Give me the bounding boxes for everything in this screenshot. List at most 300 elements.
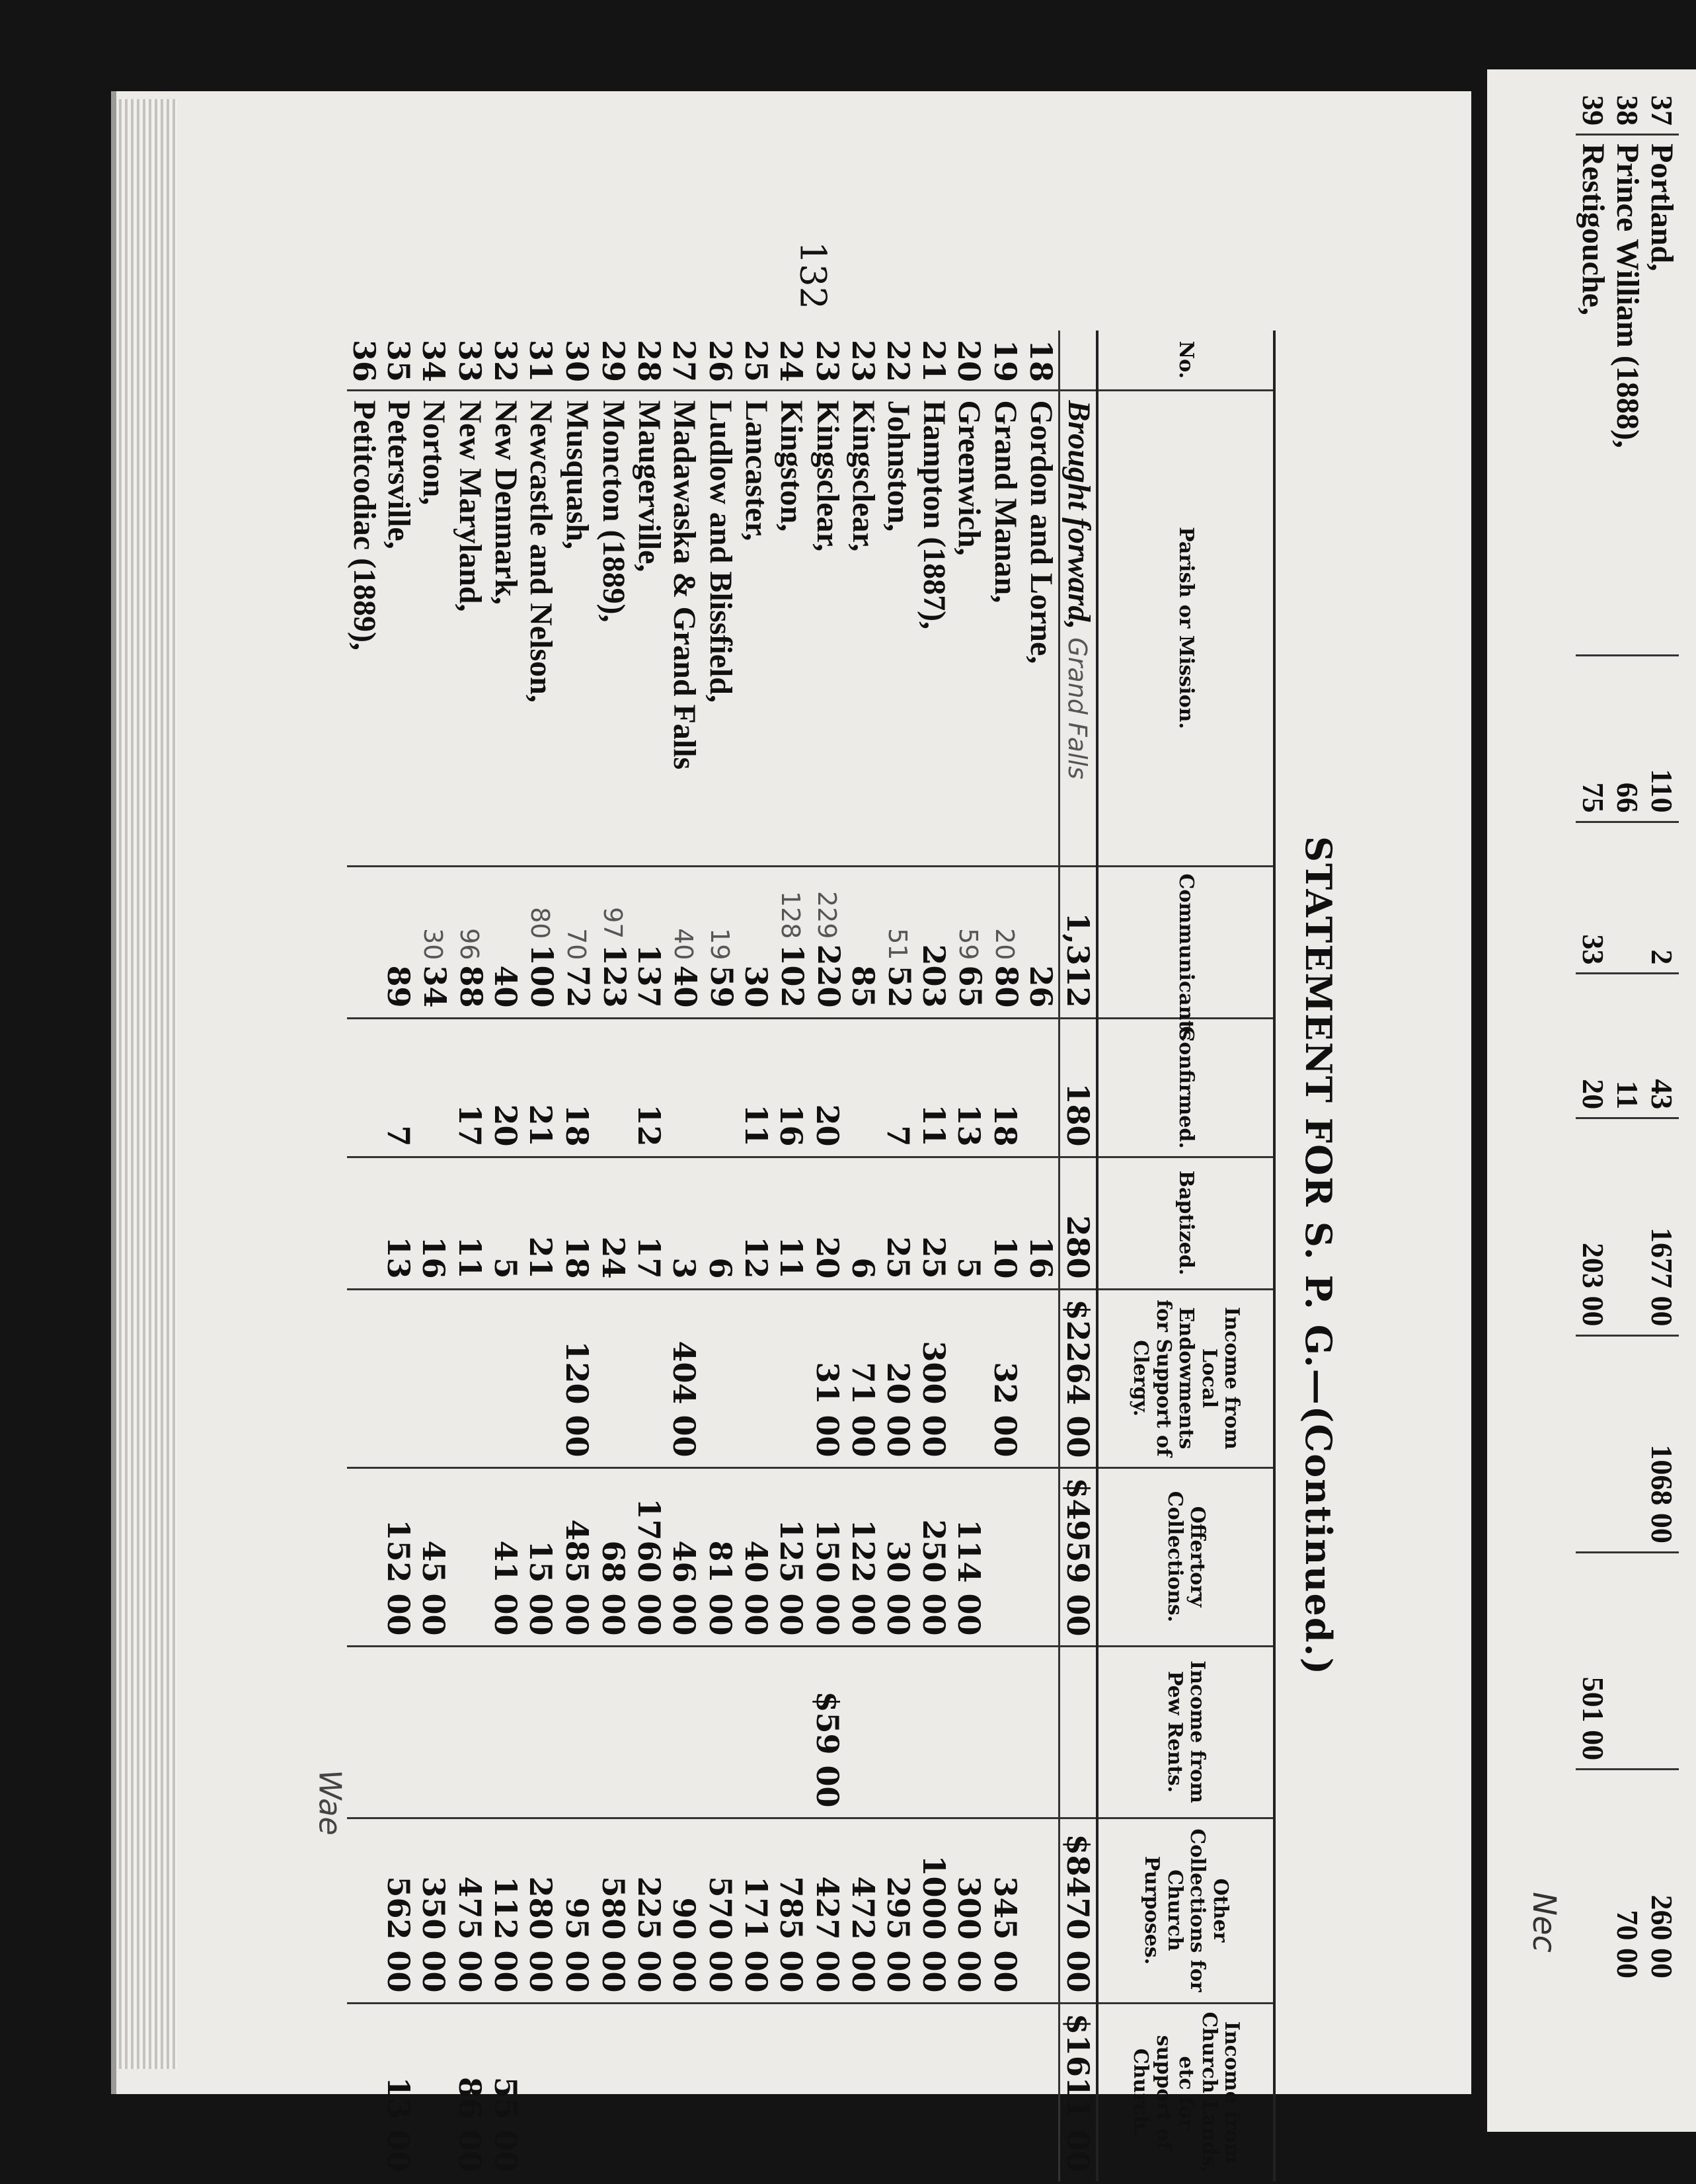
- parish-name: [452, 390, 488, 866]
- endowment-cell: [951, 1289, 987, 1467]
- col-header-other-collections: Other Collections for Church Purposes.: [1097, 1818, 1274, 2003]
- baptized-cell: 16: [1024, 1157, 1060, 1289]
- church-lands-cell: [951, 2003, 987, 2181]
- row-number: 33: [452, 340, 488, 383]
- page-edge-stack: [119, 99, 177, 2069]
- parish-name-text: Kingsclear,: [810, 400, 846, 552]
- other-collections-cell: 295 00: [880, 1818, 917, 2003]
- confirmed-cell: 21: [523, 1018, 559, 1157]
- pew-rents-cell: [739, 1646, 773, 1818]
- endowment-cell: 120 00: [559, 1289, 596, 1467]
- communicants-value: 88: [453, 965, 489, 1008]
- endowment-cell: [347, 1289, 381, 1467]
- other-collections-cell: 785 00: [773, 1818, 810, 2003]
- pew-rents-cell: [488, 1646, 523, 1818]
- pew-rents-cell: [1024, 1646, 1060, 1818]
- other-collections-cell: 475 00: [452, 1818, 488, 2003]
- confirmed-cell: 16: [773, 1018, 810, 1157]
- parish-name: [1024, 390, 1060, 866]
- communicants-cell: 40: [488, 866, 523, 1018]
- baptized-cell: 13: [381, 1157, 416, 1289]
- other-collections-cell: 345 00: [987, 1818, 1024, 2003]
- handwritten-communicants: 229: [812, 890, 841, 939]
- table-row: [596, 331, 632, 2181]
- table-row: [703, 331, 739, 2181]
- confirmed-cell: 20: [488, 1018, 523, 1157]
- communicants-value: 40: [668, 965, 703, 1008]
- endowment-cell: 20 00: [880, 1289, 917, 1467]
- offertory-cell: 30 00: [880, 1467, 917, 1646]
- offertory-cell: 203 00: [1576, 1118, 1610, 1335]
- right-page-table: [1576, 69, 1679, 1986]
- communicants-cell: 85: [846, 866, 880, 1018]
- communicants-cell: [416, 866, 452, 1018]
- forward-endowment: $2264 00: [1060, 1289, 1098, 1467]
- baptized-cell: 17: [632, 1157, 666, 1289]
- other-collections-cell: 427 00: [810, 1818, 846, 2003]
- col-header-confirmed: Confirmed.: [1097, 1018, 1274, 1157]
- table-row: [347, 331, 381, 2181]
- baptized-cell: 11: [452, 1157, 488, 1289]
- row-number: 28: [631, 340, 667, 383]
- col-header-parish: Parish or Mission.: [1097, 390, 1274, 866]
- parish-name-text: Norton,: [416, 400, 452, 506]
- row-number: 36: [346, 340, 382, 383]
- table-row: [523, 331, 559, 2181]
- offertory-cell: 15 00: [523, 1467, 559, 1646]
- church-lands-cell: 55 00: [488, 2003, 523, 2181]
- baptized-cell: 11: [773, 1157, 810, 1289]
- church-lands-cell: [416, 2003, 452, 2181]
- row-number: 32: [488, 340, 523, 383]
- col-header-communicants: Communicants: [1097, 866, 1274, 1018]
- handwritten-communicants: 59: [954, 928, 983, 960]
- pew-rents-cell: 1068 00: [1644, 1335, 1679, 1552]
- pew-rents-cell: [917, 1646, 951, 1818]
- parish-name-text: Kingston,: [774, 400, 810, 532]
- handwritten-communicants: 20: [990, 928, 1019, 960]
- parish-name: [739, 390, 773, 866]
- baptized-cell: 25: [917, 1157, 951, 1289]
- table-row: [452, 331, 488, 2181]
- church-lands-cell: [1024, 2003, 1060, 2181]
- communicants-value: 59: [704, 965, 740, 1008]
- communicants-cell: [347, 866, 381, 1018]
- other-collections-cell: 171 00: [739, 1818, 773, 2003]
- forward-other: $8470 00: [1060, 1818, 1098, 2003]
- offertory-cell: [1610, 1118, 1644, 1335]
- pew-rents-cell: [559, 1646, 596, 1818]
- col-header-pew-rents: Income from Pew Rents.: [1097, 1646, 1274, 1818]
- communicants-cell: [523, 866, 559, 1018]
- baptized-cell: 10: [987, 1157, 1024, 1289]
- row-number: 23: [810, 340, 846, 383]
- baptized-cell: 20: [810, 1157, 846, 1289]
- table-row: [987, 331, 1024, 2181]
- other-collections-cell: 472 00: [846, 1818, 880, 2003]
- parish-name: Prince William (1888),: [1610, 134, 1644, 655]
- parish-name-text: New Maryland,: [453, 400, 488, 612]
- church-lands-cell: 86 00: [452, 2003, 488, 2181]
- communicants-value: 102: [775, 944, 810, 1008]
- baptized-cell: 24: [596, 1157, 632, 1289]
- pew-rents-cell: [1610, 1335, 1644, 1552]
- endowment-cell: [596, 1289, 632, 1467]
- row-number: 26: [703, 340, 739, 383]
- other-collections-cell: [1024, 1818, 1060, 2003]
- row-number: 31: [523, 340, 559, 383]
- pew-rents-cell: [347, 1646, 381, 1818]
- pew-rents-cell: [523, 1646, 559, 1818]
- parish-name: [846, 390, 880, 866]
- parish-name-text: Petitcodiac (1889),: [347, 400, 382, 651]
- other-collections-cell: 350 00: [416, 1818, 452, 2003]
- row-number: 21: [916, 340, 952, 383]
- parish-name-text: Kingsclear,: [846, 400, 881, 552]
- pew-rents-cell: [1576, 1335, 1610, 1552]
- row-number: 24: [773, 340, 810, 383]
- table-row: [632, 331, 666, 2181]
- communicants-cell: [559, 866, 596, 1018]
- offertory-cell: 46 00: [666, 1467, 703, 1646]
- other-collections-cell: 300 00: [951, 1818, 987, 2003]
- church-lands-cell: [632, 2003, 666, 2181]
- church-lands-cell: 13 00: [381, 2003, 416, 2181]
- col-header-baptized: Baptized.: [1097, 1157, 1274, 1289]
- offertory-cell: [1024, 1467, 1060, 1646]
- parish-name: [347, 390, 381, 866]
- parish-name: [917, 390, 951, 866]
- pew-rents-cell: $59 00: [810, 1646, 846, 1818]
- confirmed-cell: [1610, 822, 1644, 974]
- row-number: 22: [880, 340, 917, 383]
- table-row: [810, 331, 846, 2181]
- parish-name-text: Maugerville,: [632, 400, 667, 572]
- brought-forward-row: [1060, 331, 1098, 2181]
- parish-name: [703, 390, 739, 866]
- church-lands-cell: 70 00: [1610, 1770, 1644, 1986]
- right-table-row: [1610, 69, 1644, 1986]
- communicants-value: 123: [597, 944, 633, 1008]
- communicants-cell: [951, 866, 987, 1018]
- endowment-cell: [523, 1289, 559, 1467]
- table-row: [381, 331, 416, 2181]
- communicants-cell: 75: [1576, 655, 1610, 822]
- row-number: 34: [416, 340, 452, 383]
- baptized-cell: 20: [1576, 974, 1610, 1118]
- pew-rents-cell: [846, 1646, 880, 1818]
- forward-communicants: 1,312: [1060, 866, 1098, 1018]
- parish-name: [596, 390, 632, 866]
- church-lands-cell: [596, 2003, 632, 2181]
- other-collections-cell: 90 00: [666, 1818, 703, 2003]
- parish-name: [773, 390, 810, 866]
- col-header-church-lands: Income from Church Lands, etc for support of Church.: [1097, 2003, 1274, 2181]
- parish-name: [523, 390, 559, 866]
- parish-name: [951, 390, 987, 866]
- other-collections-cell: 280 00: [523, 1818, 559, 2003]
- baptized-cell: 6: [846, 1157, 880, 1289]
- communicants-cell: [880, 866, 917, 1018]
- confirmed-cell: 13: [951, 1018, 987, 1157]
- offertory-cell: [452, 1467, 488, 1646]
- church-lands-cell: [917, 2003, 951, 2181]
- handwritten-communicants: 97: [598, 907, 627, 939]
- parish-name: [810, 390, 846, 866]
- handwritten-communicants: 19: [705, 928, 734, 960]
- communicants-cell: [703, 866, 739, 1018]
- endowment-cell: 31 00: [810, 1289, 846, 1467]
- handwritten-communicants: 128: [776, 890, 805, 939]
- communicants-value: 220: [811, 944, 847, 1008]
- table-row: [846, 331, 880, 2181]
- offertory-cell: 41 00: [488, 1467, 523, 1646]
- parish-name: [559, 390, 596, 866]
- confirmed-cell: 7: [381, 1018, 416, 1157]
- confirmed-cell: 12: [632, 1018, 666, 1157]
- handwritten-communicants: 30: [418, 928, 447, 960]
- church-lands-cell: [559, 2003, 596, 2181]
- endowment-cell: [703, 1289, 739, 1467]
- margin-note-right: Nec: [1525, 1892, 1562, 1953]
- church-lands-cell: [523, 2003, 559, 2181]
- table-title: STATEMENT FOR S. P. G.—(Continued.): [1297, 836, 1340, 1676]
- other-collections-cell: 225 00: [632, 1818, 666, 2003]
- communicants-cell: 66: [1610, 655, 1644, 822]
- confirmed-cell: [666, 1018, 703, 1157]
- communicants-cell: 110: [1644, 655, 1679, 822]
- offertory-cell: 1677 00: [1644, 1118, 1679, 1335]
- parish-name-text: Johnston,: [881, 400, 917, 532]
- offertory-cell: [347, 1467, 381, 1646]
- communicants-cell: 203: [917, 866, 951, 1018]
- other-collections-cell: [347, 1818, 381, 2003]
- statement-table: [347, 331, 1276, 2181]
- right-table-row: [1576, 69, 1610, 1986]
- parish-name-text: Petersville,: [381, 400, 416, 549]
- baptized-cell: 5: [951, 1157, 987, 1289]
- handwritten-communicants: 40: [669, 928, 698, 960]
- church-lands-cell: 260 00: [1644, 1770, 1679, 1986]
- baptized-cell: 43: [1644, 974, 1679, 1118]
- confirmed-cell: [1024, 1018, 1060, 1157]
- handwritten-note: Grand Falls: [1063, 637, 1092, 779]
- margin-note-left: Wae: [312, 1770, 348, 1836]
- pew-rents-cell: [880, 1646, 917, 1818]
- confirmed-cell: 18: [559, 1018, 596, 1157]
- endowment-cell: [381, 1289, 416, 1467]
- offertory-cell: 68 00: [596, 1467, 632, 1646]
- confirmed-cell: [846, 1018, 880, 1157]
- offertory-cell: 485 00: [559, 1467, 596, 1646]
- parish-name: [488, 390, 523, 866]
- table-row: [917, 331, 951, 2181]
- parish-name-text: Moncton (1889),: [596, 400, 632, 623]
- other-collections-cell: [1644, 1552, 1679, 1769]
- forward-pew-rents: [1060, 1646, 1098, 1818]
- parish-name-text: Grand Manan,: [988, 400, 1024, 604]
- pew-rents-cell: [703, 1646, 739, 1818]
- table-row: [880, 331, 917, 2181]
- right-page: [1487, 69, 1696, 2132]
- table-row: [773, 331, 810, 2181]
- confirmed-cell: 11: [739, 1018, 773, 1157]
- table-row: [739, 331, 773, 2181]
- baptized-cell: 21: [523, 1157, 559, 1289]
- row-number: 23: [845, 340, 881, 383]
- endowment-cell: 300 00: [917, 1289, 951, 1467]
- baptized-cell: 11: [1610, 974, 1644, 1118]
- other-collections-cell: 562 00: [381, 1818, 416, 2003]
- communicants-cell: 30: [739, 866, 773, 1018]
- table-row: [559, 331, 596, 2181]
- church-lands-cell: [703, 2003, 739, 2181]
- parish-name: Restigouche,: [1576, 134, 1610, 655]
- endowment-cell: [739, 1289, 773, 1467]
- church-lands-cell: [987, 2003, 1024, 2181]
- church-lands-cell: [810, 2003, 846, 2181]
- endowment-cell: 71 00: [846, 1289, 880, 1467]
- baptized-cell: 16: [416, 1157, 452, 1289]
- communicants-cell: 137: [632, 866, 666, 1018]
- handwritten-communicants: 51: [883, 928, 912, 960]
- table-row: [488, 331, 523, 2181]
- offertory-cell: 114 00: [951, 1467, 987, 1646]
- endowment-cell: [488, 1289, 523, 1467]
- forward-baptized: 280: [1060, 1157, 1098, 1289]
- other-collections-cell: 580 00: [596, 1818, 632, 2003]
- confirmed-cell: 18: [987, 1018, 1024, 1157]
- confirmed-cell: [596, 1018, 632, 1157]
- church-lands-cell: [666, 2003, 703, 2181]
- row-number: 27: [666, 340, 703, 383]
- baptized-cell: 12: [739, 1157, 773, 1289]
- table-row: [951, 331, 987, 2181]
- col-header-endowments: Income from Local Endowments for Support of Clergy.: [1097, 1289, 1274, 1467]
- communicants-value: 72: [560, 965, 596, 1008]
- endowment-cell: [452, 1289, 488, 1467]
- parish-name-text: Lancaster,: [739, 400, 774, 541]
- row-number: 29: [596, 340, 632, 383]
- endowment-cell: [632, 1289, 666, 1467]
- other-collections-cell: 95 00: [559, 1818, 596, 2003]
- confirmed-cell: 17: [452, 1018, 488, 1157]
- confirmed-cell: [703, 1018, 739, 1157]
- brought-forward-label: Brought forward, Grand Falls: [1060, 390, 1098, 866]
- header-row: [1097, 331, 1274, 2181]
- col-header-no: No.: [1097, 331, 1274, 390]
- church-lands-cell: [347, 2003, 381, 2181]
- parish-name-text: Madawaska & Grand Falls: [667, 400, 703, 770]
- pew-rents-cell: [596, 1646, 632, 1818]
- church-lands-cell: [880, 2003, 917, 2181]
- endowment-cell: [773, 1289, 810, 1467]
- page-number: 132: [792, 241, 834, 310]
- endowment-cell: 404 00: [666, 1289, 703, 1467]
- pew-rents-cell: [666, 1646, 703, 1818]
- table-row: [666, 331, 703, 2181]
- handwritten-communicants: 80: [525, 907, 555, 939]
- church-lands-cell: [1576, 1770, 1610, 1986]
- baptized-cell: 6: [703, 1157, 739, 1289]
- offertory-cell: 122 00: [846, 1467, 880, 1646]
- communicants-value: 65: [952, 965, 988, 1008]
- handwritten-communicants: 96: [455, 928, 484, 960]
- row-number: 20: [951, 340, 987, 383]
- other-collections-cell: 501 00: [1576, 1552, 1610, 1769]
- parish-name: [416, 390, 452, 866]
- pew-rents-cell: [452, 1646, 488, 1818]
- communicants-cell: 26: [1024, 866, 1060, 1018]
- parish-name: [632, 390, 666, 866]
- other-collections-cell: 570 00: [703, 1818, 739, 2003]
- row-number: 19: [987, 340, 1024, 383]
- confirmed-cell: 11: [917, 1018, 951, 1157]
- parish-name-text: Greenwich,: [952, 400, 987, 556]
- col-header-offertory: Offertory Collections.: [1097, 1467, 1274, 1646]
- communicants-value: 80: [989, 965, 1024, 1008]
- parish-name-text: Newcastle and Nelson,: [523, 400, 559, 703]
- communicants-cell: [666, 866, 703, 1018]
- church-lands-cell: [739, 2003, 773, 2181]
- pew-rents-cell: [987, 1646, 1024, 1818]
- offertory-cell: 125 00: [773, 1467, 810, 1646]
- offertory-cell: 152 00: [381, 1467, 416, 1646]
- church-lands-cell: [846, 2003, 880, 2181]
- right-page-table-rotated: [1487, 69, 1679, 1986]
- offertory-cell: 40 00: [739, 1467, 773, 1646]
- other-collections-cell: 112 00: [488, 1818, 523, 2003]
- forward-offertory: $4959 00: [1060, 1467, 1098, 1646]
- offertory-cell: 250 00: [917, 1467, 951, 1646]
- offertory-cell: [987, 1467, 1024, 1646]
- parish-name: [880, 390, 917, 866]
- baptized-cell: 25: [880, 1157, 917, 1289]
- offertory-cell: 81 00: [703, 1467, 739, 1646]
- row-number: 38: [1611, 95, 1644, 126]
- pew-rents-cell: [381, 1646, 416, 1818]
- parish-name: [381, 390, 416, 866]
- other-collections-cell: 1000 00: [917, 1818, 951, 2003]
- table-row: [1024, 331, 1060, 2181]
- confirmed-cell: 7: [880, 1018, 917, 1157]
- row-number: 30: [559, 340, 596, 383]
- row-number: 39: [1576, 95, 1610, 126]
- parish-name-text: New Denmark,: [488, 400, 523, 605]
- communicants-cell: [452, 866, 488, 1018]
- pew-rents-cell: [632, 1646, 666, 1818]
- parish-name-text: Ludlow and Blissfield,: [703, 400, 739, 703]
- offertory-cell: 1760 00: [632, 1467, 666, 1646]
- table-row: [416, 331, 452, 2181]
- parish-name: Portland,: [1644, 134, 1679, 655]
- parish-name-text: Gordon and Lorne,: [1024, 400, 1059, 664]
- offertory-cell: 45 00: [416, 1467, 452, 1646]
- right-table-row: [1644, 69, 1679, 1986]
- statement-table-rotated: [346, 331, 1355, 2181]
- offertory-cell: 150 00: [810, 1467, 846, 1646]
- other-collections-cell: [1610, 1552, 1644, 1769]
- pew-rents-cell: [416, 1646, 452, 1818]
- communicants-value: 100: [524, 944, 560, 1008]
- baptized-cell: [347, 1157, 381, 1289]
- confirmed-cell: [416, 1018, 452, 1157]
- communicants-cell: [810, 866, 846, 1018]
- confirmed-cell: 2: [1644, 822, 1679, 974]
- confirmed-cell: [347, 1018, 381, 1157]
- forward-lands: $1611 00: [1060, 2003, 1098, 2181]
- pew-rents-cell: [951, 1646, 987, 1818]
